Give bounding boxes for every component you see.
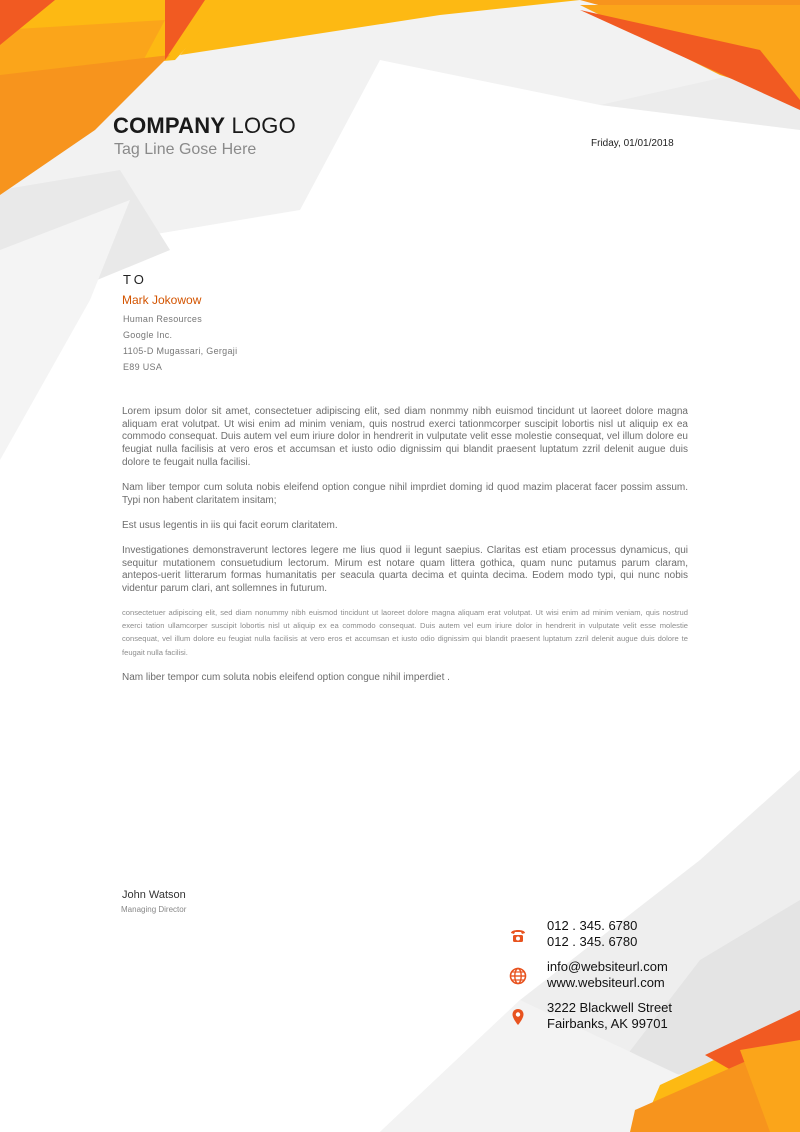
company-logo-light: LOGO [225, 113, 296, 138]
company-logo [113, 113, 296, 139]
contact-address-1: 3222 Blackwell Street [547, 1000, 673, 1015]
phone-icon [508, 925, 528, 945]
signature-name: John Watson [122, 889, 186, 901]
recipient-address-line: Google Inc. [123, 330, 173, 340]
body-paragraph: Lorem ipsum dolor sit amet, consectetuer adipiscing elit, sed diam nonmmy nibh euismod tincidunt ut laoreet dolore magna aliquam erat volutpat. Ut wisi enim ad minim veniam, quis nostrud exerci tationmcorper suscipit lobortis nisl ut aliquip ex ea commodo consequat. Duis autem vel eum iriure dolor in hendrerit in vulputate velit esse molestie consequat, vel illum dolore eu feugiat nulla facilisis at vero eros et accumsan et iusto odio dignissim qui blandit praesent luptatum zzril delenit augue duis dolore te feugait nulla facilisi. [122, 406, 688, 468]
recipient-name: Mark Jokowow [122, 293, 202, 307]
body-paragraph: Nam liber tempor cum soluta nobis eleifend option congue nihil imperdiet . [122, 672, 450, 683]
location-pin-icon [508, 1007, 528, 1027]
contact-website[interactable]: www.websiteurl.com [547, 975, 665, 990]
letter-date: Friday, 01/01/2018 [591, 138, 674, 149]
contact-address-2: Fairbanks, AK 99701 [547, 1016, 668, 1031]
signature-title: Managing Director [121, 905, 187, 914]
body-paragraph: Nam liber tempor cum soluta nobis eleifend option congue nihil imprdiet doming id quod mazim placerat facer possim assum. Typi non habent claritatem insitam; [122, 482, 688, 506]
globe-icon [508, 966, 528, 986]
body-paragraph: Est usus legentis in iis qui facit eorum claritatem. [122, 520, 338, 531]
to-label: TO [123, 272, 147, 287]
tagline: Tag Line Gose Here [114, 141, 257, 158]
company-logo-bold: COMPANY [113, 113, 226, 138]
contact-email[interactable]: info@websiteurl.com [547, 959, 668, 974]
recipient-address-line: 1105-D Mugassari, Gergaji [123, 346, 238, 356]
recipient-address-line: Human Resources [123, 314, 203, 324]
body-paragraph-small: consectetuer adipiscing elit, sed diam nonummy nibh euismod tincidunt ut laoreet dolore magna aliquam erat volutpat. Ut wisi enim ad minim veniam, quis nostrud exerci tation ullamcorper suscipit lobortis nisl ut aliquip ex ea commodo consequat. Duis autem vel eum iriure dolor in hendrerit in vulputate velit esse molestie consequat, vel illum dolore eu feugiat nulla facilisis at vero eros et accumsan et iusto odio dignissim qui blandit praesent luptatum zzril delenit augue duis dolore te feugait nulla facilisi. [122, 608, 688, 657]
body-paragraph: Investigationes demonstraverunt lectores legere me lius quod ii legunt saepius. Claritas est etiam processus dynamicus, qui sequitur mutationem consuetudium lectorum. Mirum est notare quam littera gothica, quam nunc putamus parum claram, antepos-uerit litterarum formas humanitatis per seacula quarta decima et quinta decima. Eodem modo typi, qui nunc nobis videntur parum clari, ant sollemnes in futurum. [122, 545, 688, 595]
recipient-address-line: E89 USA [123, 362, 163, 372]
contact-phone-2: 012 . 345. 6780 [547, 934, 638, 949]
contact-phone-1: 012 . 345. 6780 [547, 918, 638, 933]
